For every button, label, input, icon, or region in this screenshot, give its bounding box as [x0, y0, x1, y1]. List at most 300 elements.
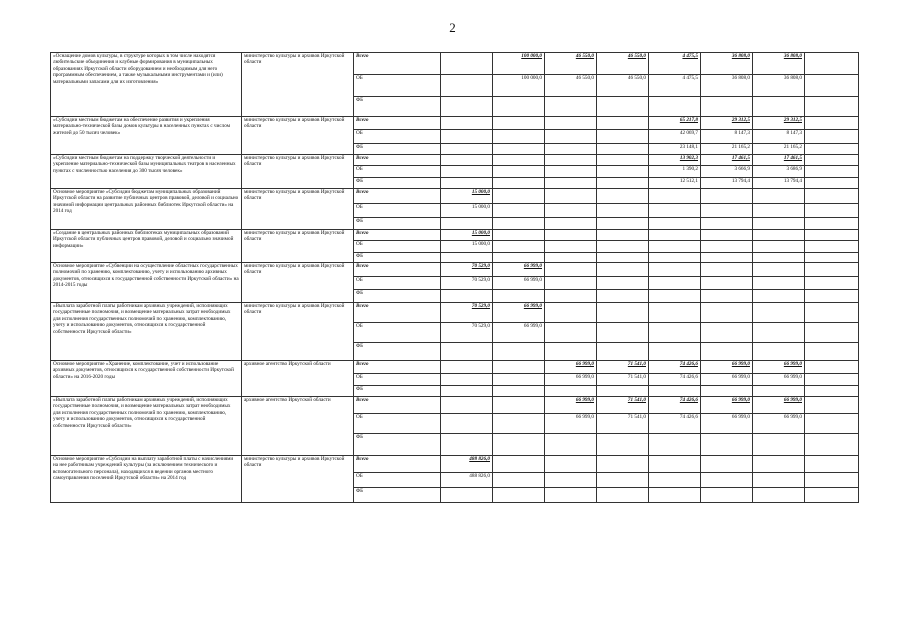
- funding-source-cell: Всего: [354, 117, 441, 130]
- amount-cell: [649, 343, 701, 361]
- amount-cell: [545, 204, 597, 218]
- measure-name-cell: «Субсидии местным бюджетам на обеспечение развития и укрепления материально-технической базы домов культуры в населенных пунктах с числом жителей до 50 тысяч человек»: [51, 117, 242, 155]
- amount-cell: [649, 303, 701, 323]
- amount-cell: [701, 473, 753, 488]
- amount-cell: [597, 230, 649, 241]
- amount-cell: [545, 488, 597, 503]
- amount-cell: [701, 263, 753, 277]
- amount-cell: [597, 130, 649, 144]
- amount-cell: [493, 144, 545, 155]
- executor-cell: министерство культуры и архивов Иркутской области: [242, 189, 354, 230]
- amount-cell: [493, 456, 545, 473]
- funding-source-cell: ФБ: [354, 218, 441, 230]
- measure-name-cell: Основное мероприятие «Субвенции на осуществление областных государственных полномочий по хранению, комплектованию, учету и использованию архивных документов, относящихся к государственной собственности Иркутской области» на 2014-2015 годы: [51, 263, 242, 303]
- amount-cell: [545, 117, 597, 130]
- amount-cell: [597, 434, 649, 456]
- amount-cell: [597, 456, 649, 473]
- amount-cell: 15 000,0: [441, 189, 493, 204]
- amount-cell: 36 808,0: [701, 75, 753, 97]
- amount-cell: [493, 204, 545, 218]
- amount-cell: 3 686,9: [753, 166, 805, 178]
- executor-cell: министерство культуры и архивов Иркутской области: [242, 155, 354, 189]
- amount-cell: [649, 241, 701, 253]
- amount-cell: [805, 253, 859, 263]
- funding-source-cell: ФБ: [354, 178, 441, 189]
- amount-cell: [649, 189, 701, 204]
- executor-cell: министерство культуры и архивов Иркутской области: [242, 263, 354, 303]
- amount-cell: 36 808,0: [753, 53, 805, 75]
- amount-cell: 70 529,0: [441, 263, 493, 277]
- amount-cell: 46 550,0: [545, 53, 597, 75]
- amount-cell: [649, 253, 701, 263]
- funding-source-cell: ФБ: [354, 434, 441, 456]
- amount-cell: 1 390,2: [649, 166, 701, 178]
- budget-table: [50, 52, 859, 503]
- amount-cell: 13 794,4: [753, 178, 805, 189]
- amount-cell: [441, 414, 493, 434]
- amount-cell: [649, 204, 701, 218]
- amount-cell: [805, 290, 859, 303]
- funding-source-cell: ФБ: [354, 290, 441, 303]
- amount-cell: 36 808,0: [753, 75, 805, 97]
- amount-cell: [545, 290, 597, 303]
- amount-cell: [805, 473, 859, 488]
- amount-cell: 66 999,0: [493, 263, 545, 277]
- executor-cell: архивное агентство Иркутской области: [242, 361, 354, 397]
- amount-cell: [545, 189, 597, 204]
- amount-cell: [545, 178, 597, 189]
- funding-source-cell: ОБ: [354, 75, 441, 97]
- amount-cell: [441, 253, 493, 263]
- amount-cell: [441, 374, 493, 386]
- funding-source-cell: Всего: [354, 155, 441, 166]
- amount-cell: 46 550,0: [545, 75, 597, 97]
- amount-cell: [805, 397, 859, 414]
- funding-source-cell: Всего: [354, 361, 441, 374]
- amount-cell: [493, 374, 545, 386]
- amount-cell: [493, 178, 545, 189]
- amount-cell: [493, 117, 545, 130]
- amount-cell: 71 541,0: [597, 397, 649, 414]
- amount-cell: [649, 230, 701, 241]
- page-number: 2: [449, 20, 456, 35]
- amount-cell: [493, 155, 545, 166]
- amount-cell: [805, 386, 859, 397]
- amount-cell: [441, 290, 493, 303]
- amount-cell: [545, 218, 597, 230]
- amount-cell: [493, 343, 545, 361]
- amount-cell: [493, 473, 545, 488]
- amount-cell: 66 999,0: [545, 361, 597, 374]
- funding-source-cell: ОБ: [354, 414, 441, 434]
- table-row: [51, 189, 859, 204]
- amount-cell: 66 999,0: [753, 414, 805, 434]
- amount-cell: [493, 97, 545, 117]
- amount-cell: [545, 303, 597, 323]
- measure-name-cell: «Субсидии местным бюджетам на поддержку творческой деятельности и укрепление материально-технической базы муниципальных театров в населенных пунктах с численностью населения до 300 тысяч человек»: [51, 155, 242, 189]
- amount-cell: [649, 473, 701, 488]
- funding-source-cell: Всего: [354, 397, 441, 414]
- amount-cell: [545, 253, 597, 263]
- amount-cell: [701, 303, 753, 323]
- amount-cell: 66 999,0: [493, 277, 545, 290]
- funding-source-cell: ФБ: [354, 343, 441, 361]
- amount-cell: [597, 386, 649, 397]
- executor-cell: министерство культуры и архивов Иркутской области: [242, 303, 354, 361]
- amount-cell: [753, 263, 805, 277]
- funding-source-cell: ОБ: [354, 130, 441, 144]
- amount-cell: 46 550,0: [597, 75, 649, 97]
- funding-source-cell: ОБ: [354, 323, 441, 343]
- amount-cell: 12 512,1: [649, 178, 701, 189]
- amount-cell: 70 529,0: [441, 323, 493, 343]
- amount-cell: [493, 241, 545, 253]
- amount-cell: [753, 456, 805, 473]
- amount-cell: [701, 277, 753, 290]
- amount-cell: [493, 397, 545, 414]
- measure-name-cell: «Создание в центральных районных библиотеках муниципальных образований Иркутской области публичных центров правовой, деловой и социально значимой информации»: [51, 230, 242, 263]
- funding-source-cell: Всего: [354, 456, 441, 473]
- amount-cell: [753, 218, 805, 230]
- amount-cell: [545, 386, 597, 397]
- amount-cell: 74 426,6: [649, 397, 701, 414]
- amount-cell: 66 999,0: [545, 414, 597, 434]
- amount-cell: [441, 155, 493, 166]
- amount-cell: [701, 434, 753, 456]
- funding-source-cell: Всего: [354, 189, 441, 204]
- amount-cell: [545, 323, 597, 343]
- amount-cell: 8 147,3: [701, 130, 753, 144]
- table-row: [51, 456, 859, 473]
- table-row: [51, 155, 859, 166]
- amount-cell: 15 000,0: [441, 230, 493, 241]
- amount-cell: [597, 277, 649, 290]
- amount-cell: [493, 189, 545, 204]
- amount-cell: [441, 386, 493, 397]
- executor-cell: министерство культуры и архивов Иркутской области: [242, 117, 354, 155]
- amount-cell: [597, 189, 649, 204]
- amount-cell: [597, 166, 649, 178]
- amount-cell: [701, 97, 753, 117]
- amount-cell: [805, 144, 859, 155]
- amount-cell: 66 999,0: [545, 397, 597, 414]
- executor-cell: министерство культуры и архивов Иркутской области: [242, 53, 354, 117]
- funding-source-cell: Всего: [354, 263, 441, 277]
- amount-cell: 21 165,2: [701, 144, 753, 155]
- amount-cell: [545, 166, 597, 178]
- amount-cell: 71 541,0: [597, 361, 649, 374]
- amount-cell: [545, 263, 597, 277]
- amount-cell: [597, 488, 649, 503]
- amount-cell: 66 999,0: [701, 361, 753, 374]
- amount-cell: [597, 218, 649, 230]
- amount-cell: [545, 241, 597, 253]
- amount-cell: [441, 53, 493, 75]
- amount-cell: [597, 97, 649, 117]
- amount-cell: [701, 456, 753, 473]
- amount-cell: [545, 434, 597, 456]
- amount-cell: [805, 204, 859, 218]
- amount-cell: [805, 343, 859, 361]
- amount-cell: [753, 204, 805, 218]
- amount-cell: [441, 488, 493, 503]
- amount-cell: [753, 290, 805, 303]
- amount-cell: [493, 434, 545, 456]
- amount-cell: [441, 97, 493, 117]
- amount-cell: [805, 178, 859, 189]
- amount-cell: [805, 97, 859, 117]
- amount-cell: [805, 323, 859, 343]
- amount-cell: 46 550,0: [597, 53, 649, 75]
- table-row: [51, 361, 859, 374]
- amount-cell: [701, 323, 753, 343]
- amount-cell: [753, 488, 805, 503]
- amount-cell: [493, 414, 545, 434]
- amount-cell: [441, 130, 493, 144]
- amount-cell: 66 999,0: [493, 303, 545, 323]
- amount-cell: [597, 178, 649, 189]
- executor-cell: архивное агентство Иркутской области: [242, 397, 354, 456]
- table-row: [51, 397, 859, 414]
- amount-cell: [597, 117, 649, 130]
- amount-cell: 4 475,5: [649, 53, 701, 75]
- amount-cell: [493, 253, 545, 263]
- amount-cell: [493, 290, 545, 303]
- measure-name-cell: «Выплата заработной платы работникам архивных учреждений, исполняющих государственные полномочия, и возмещение материальных затрат необходимых для исполнения государственных полномочий по хранению, комплектованию, учету и использованию документов, относящихся к государственной собственности Иркутской области»: [51, 303, 242, 361]
- amount-cell: [805, 277, 859, 290]
- amount-cell: [805, 130, 859, 144]
- amount-cell: [701, 253, 753, 263]
- amount-cell: [805, 263, 859, 277]
- funding-source-cell: Всего: [354, 303, 441, 323]
- amount-cell: 74 426,6: [649, 374, 701, 386]
- amount-cell: [493, 218, 545, 230]
- amount-cell: [597, 144, 649, 155]
- amount-cell: [545, 230, 597, 241]
- amount-cell: 488 826,0: [441, 473, 493, 488]
- amount-cell: [545, 456, 597, 473]
- amount-cell: 74 426,6: [649, 414, 701, 434]
- measure-name-cell: Основное мероприятие «Субсидии бюджетам муниципальных образований Иркутской области на развитие публичных центров правовой, деловой и социально значимой информации центральных районных библиотек Иркутской области» на 2014 год: [51, 189, 242, 230]
- amount-cell: [753, 386, 805, 397]
- amount-cell: [753, 434, 805, 456]
- amount-cell: 13 902,3: [649, 155, 701, 166]
- amount-cell: [493, 230, 545, 241]
- amount-cell: 66 999,0: [753, 374, 805, 386]
- amount-cell: [701, 343, 753, 361]
- funding-source-cell: ФБ: [354, 144, 441, 155]
- amount-cell: 66 999,0: [493, 323, 545, 343]
- funding-source-cell: ФБ: [354, 488, 441, 503]
- amount-cell: 17 461,5: [701, 155, 753, 166]
- amount-cell: [493, 488, 545, 503]
- amount-cell: [649, 386, 701, 397]
- measure-name-cell: «Оснащение домов культуры, в структуре которых в том числе находятся любительские объединения и клубные формирования в муниципальных образованиях Иркутской области оборудованием и необходимым для него программным обеспечением, а также музыкальными инструментами и (или) материальными запасами для их изготовления»: [51, 53, 242, 117]
- amount-cell: [597, 473, 649, 488]
- amount-cell: 23 148,1: [649, 144, 701, 155]
- amount-cell: [805, 374, 859, 386]
- amount-cell: [649, 97, 701, 117]
- amount-cell: [701, 230, 753, 241]
- amount-cell: [441, 343, 493, 361]
- amount-cell: [753, 241, 805, 253]
- amount-cell: [805, 189, 859, 204]
- amount-cell: [545, 130, 597, 144]
- amount-cell: 65 217,8: [649, 117, 701, 130]
- funding-source-cell: ОБ: [354, 473, 441, 488]
- amount-cell: [545, 155, 597, 166]
- amount-cell: [493, 130, 545, 144]
- amount-cell: 4 475,5: [649, 75, 701, 97]
- amount-cell: [441, 144, 493, 155]
- amount-cell: 71 541,0: [597, 374, 649, 386]
- amount-cell: 100 000,0: [493, 75, 545, 97]
- amount-cell: [753, 97, 805, 117]
- amount-cell: [753, 473, 805, 488]
- amount-cell: [805, 303, 859, 323]
- amount-cell: 15 000,0: [441, 241, 493, 253]
- amount-cell: [805, 361, 859, 374]
- amount-cell: [805, 414, 859, 434]
- amount-cell: [545, 343, 597, 361]
- measure-name-cell: Основное мероприятие «Субсидии на выплату заработной платы с начислениями на нее работникам учреждений культуры (за исключением технического и вспомогательного персонала), находящихся в ведении органов местного самоуправления поселений Иркутской области» на 2014 год: [51, 456, 242, 503]
- amount-cell: [597, 343, 649, 361]
- amount-cell: [753, 343, 805, 361]
- table-row: [51, 117, 859, 130]
- funding-source-cell: ФБ: [354, 386, 441, 397]
- amount-cell: [597, 323, 649, 343]
- amount-cell: [701, 386, 753, 397]
- table-row: [51, 53, 859, 75]
- amount-cell: [701, 218, 753, 230]
- executor-cell: министерство культуры и архивов Иркутской области: [242, 230, 354, 263]
- amount-cell: [597, 303, 649, 323]
- amount-cell: [649, 456, 701, 473]
- amount-cell: [441, 178, 493, 189]
- amount-cell: 66 999,0: [753, 397, 805, 414]
- amount-cell: [805, 230, 859, 241]
- amount-cell: [805, 155, 859, 166]
- amount-cell: 66 999,0: [753, 361, 805, 374]
- amount-cell: [545, 97, 597, 117]
- funding-source-cell: Всего: [354, 53, 441, 75]
- amount-cell: [701, 488, 753, 503]
- amount-cell: [441, 361, 493, 374]
- amount-cell: [649, 434, 701, 456]
- amount-cell: 13 794,4: [701, 178, 753, 189]
- amount-cell: 70 529,0: [441, 277, 493, 290]
- amount-cell: [805, 456, 859, 473]
- amount-cell: [805, 117, 859, 130]
- measure-name-cell: «Выплата заработной платы работникам архивных учреждений, исполняющих государственные полномочия, и возмещение материальных затрат необходимых для исполнения государственных полномочий по хранению, комплектованию, учету и использованию документов, относящихся к государственной собственности Иркутской области»: [51, 397, 242, 456]
- amount-cell: [545, 277, 597, 290]
- amount-cell: [597, 241, 649, 253]
- amount-cell: [441, 166, 493, 178]
- funding-source-cell: ОБ: [354, 277, 441, 290]
- amount-cell: [441, 218, 493, 230]
- amount-cell: [441, 434, 493, 456]
- measure-name-cell: Основное мероприятие «Хранение, комплектование, учет и использование архивных документов, относящихся к государственной собственности Иркутской области» на 2016-2020 годы: [51, 361, 242, 397]
- table-row: [51, 263, 859, 277]
- amount-cell: 66 999,0: [701, 414, 753, 434]
- table-row: [51, 230, 859, 241]
- amount-cell: [649, 488, 701, 503]
- amount-cell: 66 999,0: [701, 374, 753, 386]
- amount-cell: 29 312,5: [701, 117, 753, 130]
- amount-cell: [649, 323, 701, 343]
- funding-source-cell: ОБ: [354, 374, 441, 386]
- funding-source-cell: ОБ: [354, 241, 441, 253]
- amount-cell: 29 312,5: [753, 117, 805, 130]
- amount-cell: [649, 277, 701, 290]
- amount-cell: 15 000,0: [441, 204, 493, 218]
- funding-source-cell: ОБ: [354, 166, 441, 178]
- amount-cell: [701, 241, 753, 253]
- amount-cell: 66 999,0: [701, 397, 753, 414]
- amount-cell: [441, 75, 493, 97]
- amount-cell: [805, 75, 859, 97]
- amount-cell: [597, 290, 649, 303]
- amount-cell: [649, 263, 701, 277]
- amount-cell: [493, 166, 545, 178]
- amount-cell: [597, 204, 649, 218]
- amount-cell: 3 666,9: [701, 166, 753, 178]
- amount-cell: [753, 303, 805, 323]
- amount-cell: [805, 53, 859, 75]
- amount-cell: 70 529,0: [441, 303, 493, 323]
- amount-cell: 17 461,5: [753, 155, 805, 166]
- amount-cell: 21 165,2: [753, 144, 805, 155]
- amount-cell: [701, 290, 753, 303]
- amount-cell: [649, 290, 701, 303]
- amount-cell: [493, 386, 545, 397]
- table-row: [51, 303, 859, 323]
- amount-cell: [701, 189, 753, 204]
- amount-cell: 42 069,7: [649, 130, 701, 144]
- amount-cell: [805, 241, 859, 253]
- funding-source-cell: ФБ: [354, 97, 441, 117]
- amount-cell: 488 826,0: [441, 456, 493, 473]
- amount-cell: [753, 277, 805, 290]
- funding-source-cell: ФБ: [354, 253, 441, 263]
- amount-cell: [805, 166, 859, 178]
- amount-cell: [441, 117, 493, 130]
- amount-cell: [597, 263, 649, 277]
- amount-cell: 71 541,0: [597, 414, 649, 434]
- amount-cell: [805, 434, 859, 456]
- amount-cell: [753, 323, 805, 343]
- amount-cell: 36 808,0: [701, 53, 753, 75]
- amount-cell: [493, 361, 545, 374]
- amount-cell: [597, 155, 649, 166]
- amount-cell: 66 999,0: [545, 374, 597, 386]
- funding-source-cell: Всего: [354, 230, 441, 241]
- amount-cell: [597, 253, 649, 263]
- amount-cell: [649, 218, 701, 230]
- executor-cell: министерство культуры и архивов Иркутской области: [242, 456, 354, 503]
- amount-cell: [753, 189, 805, 204]
- amount-cell: [545, 144, 597, 155]
- amount-cell: [441, 397, 493, 414]
- amount-cell: [753, 253, 805, 263]
- amount-cell: [701, 204, 753, 218]
- amount-cell: [545, 473, 597, 488]
- amount-cell: 100 000,0: [493, 53, 545, 75]
- amount-cell: [805, 218, 859, 230]
- amount-cell: 8 147,3: [753, 130, 805, 144]
- amount-cell: 74 426,6: [649, 361, 701, 374]
- funding-source-cell: ОБ: [354, 204, 441, 218]
